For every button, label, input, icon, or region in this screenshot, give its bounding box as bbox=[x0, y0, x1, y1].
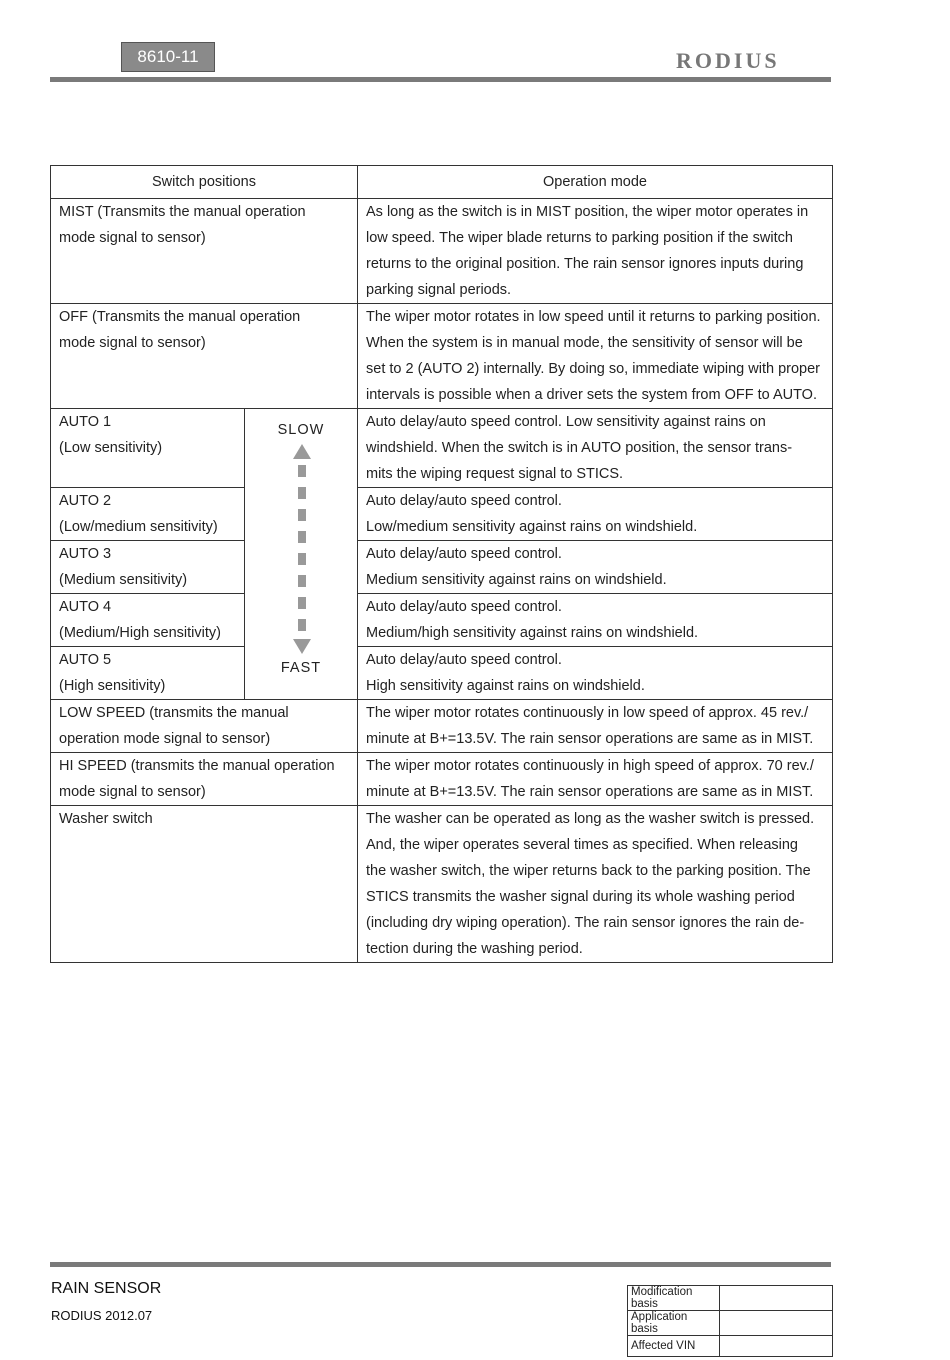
basis-label: Application basis bbox=[628, 1311, 720, 1336]
table-header-row bbox=[51, 166, 833, 199]
table-row bbox=[51, 304, 833, 409]
footer-title: RAIN SENSOR bbox=[51, 1280, 162, 1297]
switch-position-cell: AUTO 1 (Low sensitivity) bbox=[51, 409, 245, 488]
basis-label: Modification basis bbox=[628, 1286, 720, 1311]
table-row bbox=[51, 594, 833, 647]
basis-row bbox=[628, 1336, 833, 1357]
col-header-operation: Operation mode bbox=[358, 166, 833, 199]
table-row bbox=[51, 409, 833, 488]
basis-row bbox=[628, 1311, 833, 1336]
dash-icon bbox=[298, 575, 306, 587]
arrow-up-icon bbox=[293, 444, 311, 459]
header-rule bbox=[50, 77, 831, 82]
dash-icon bbox=[298, 553, 306, 565]
switch-position-cell: AUTO 2 (Low/medium sensitivity) bbox=[51, 488, 245, 541]
switch-position-cell: HI SPEED (transmits the manual operation mode signal to sensor) bbox=[51, 753, 358, 806]
table-row bbox=[51, 753, 833, 806]
col-header-switch: Switch positions bbox=[51, 166, 358, 199]
basis-value bbox=[720, 1311, 833, 1336]
dash-icon bbox=[298, 465, 306, 477]
table-row bbox=[51, 199, 833, 304]
table-row bbox=[51, 700, 833, 753]
operation-cell: As long as the switch is in MIST position, the wiper motor operates in low speed. The wiper blade returns to parking position if the switch returns to the original position. The rain sensor ignores inputs during parking signal periods. bbox=[358, 199, 833, 304]
dash-icon bbox=[298, 487, 306, 499]
switch-position-cell: Washer switch bbox=[51, 806, 358, 963]
table-row bbox=[51, 647, 833, 700]
operation-cell: The wiper motor rotates in low speed until it returns to parking position. When the system is in manual mode, the sensitivity of sensor will be set to 2 (AUTO 2) internally. By doing so, immediate wiping with proper intervals is possible when a driver sets the system from OFF to AUTO. bbox=[358, 304, 833, 409]
dash-icon bbox=[298, 509, 306, 521]
basis-value bbox=[720, 1286, 833, 1311]
basis-table bbox=[627, 1285, 833, 1357]
operation-cell: The wiper motor rotates continuously in high speed of approx. 70 rev./ minute at B+=13.5V. The rain sensor operations are same as in MIST. bbox=[358, 753, 833, 806]
fast-label: FAST bbox=[280, 660, 322, 676]
switch-position-cell: OFF (Transmits the manual operation mode signal to sensor) bbox=[51, 304, 358, 409]
footer-rule bbox=[50, 1262, 831, 1267]
footer-subtitle: RODIUS 2012.07 bbox=[51, 1308, 153, 1323]
arrow-down-icon bbox=[293, 639, 311, 654]
switch-position-cell: AUTO 5 (High sensitivity) bbox=[51, 647, 245, 700]
operation-cell: Auto delay/auto speed control. Medium/high sensitivity against rains on windshield. bbox=[358, 594, 833, 647]
switch-table bbox=[50, 165, 833, 963]
dash-icon bbox=[298, 619, 306, 631]
switch-position-cell: LOW SPEED (transmits the manual operation mode signal to sensor) bbox=[51, 700, 358, 753]
basis-label: Affected VIN bbox=[628, 1336, 720, 1357]
switch-position-cell: MIST (Transmits the manual operation mode signal to sensor) bbox=[51, 199, 358, 304]
basis-row bbox=[628, 1286, 833, 1311]
slow-label: SLOW bbox=[277, 422, 325, 438]
sensitivity-indicator bbox=[245, 409, 358, 700]
table-row bbox=[51, 541, 833, 594]
operation-cell: The wiper motor rotates continuously in low speed of approx. 45 rev./ minute at B+=13.5V. The rain sensor operations are same as in MIST. bbox=[358, 700, 833, 753]
table-row bbox=[51, 488, 833, 541]
section-code: 8610-11 bbox=[121, 42, 215, 72]
dash-icon bbox=[298, 531, 306, 543]
operation-cell: Auto delay/auto speed control. Low sensitivity against rains on windshield. When the switch is in AUTO position, the sensor trans- mits the wiping request signal to STICS. bbox=[358, 409, 833, 488]
dash-icon bbox=[298, 597, 306, 609]
switch-position-cell: AUTO 3 (Medium sensitivity) bbox=[51, 541, 245, 594]
switch-position-cell: AUTO 4 (Medium/High sensitivity) bbox=[51, 594, 245, 647]
operation-cell: Auto delay/auto speed control. High sensitivity against rains on windshield. bbox=[358, 647, 833, 700]
basis-value bbox=[720, 1336, 833, 1357]
table-row bbox=[51, 806, 833, 963]
brand-logo: RODIUS bbox=[676, 48, 780, 73]
operation-cell: Auto delay/auto speed control. Low/medium sensitivity against rains on windshield. bbox=[358, 488, 833, 541]
operation-cell: The washer can be operated as long as the washer switch is pressed. And, the wiper operates several times as specified. When releasing the washer switch, the wiper returns back to the parking position. The STICS transmits the washer signal during its whole washing period (including dry wiping operation). The rain sensor ignores the rain de- tection during the washing period. bbox=[358, 806, 833, 963]
operation-cell: Auto delay/auto speed control. Medium sensitivity against rains on windshield. bbox=[358, 541, 833, 594]
